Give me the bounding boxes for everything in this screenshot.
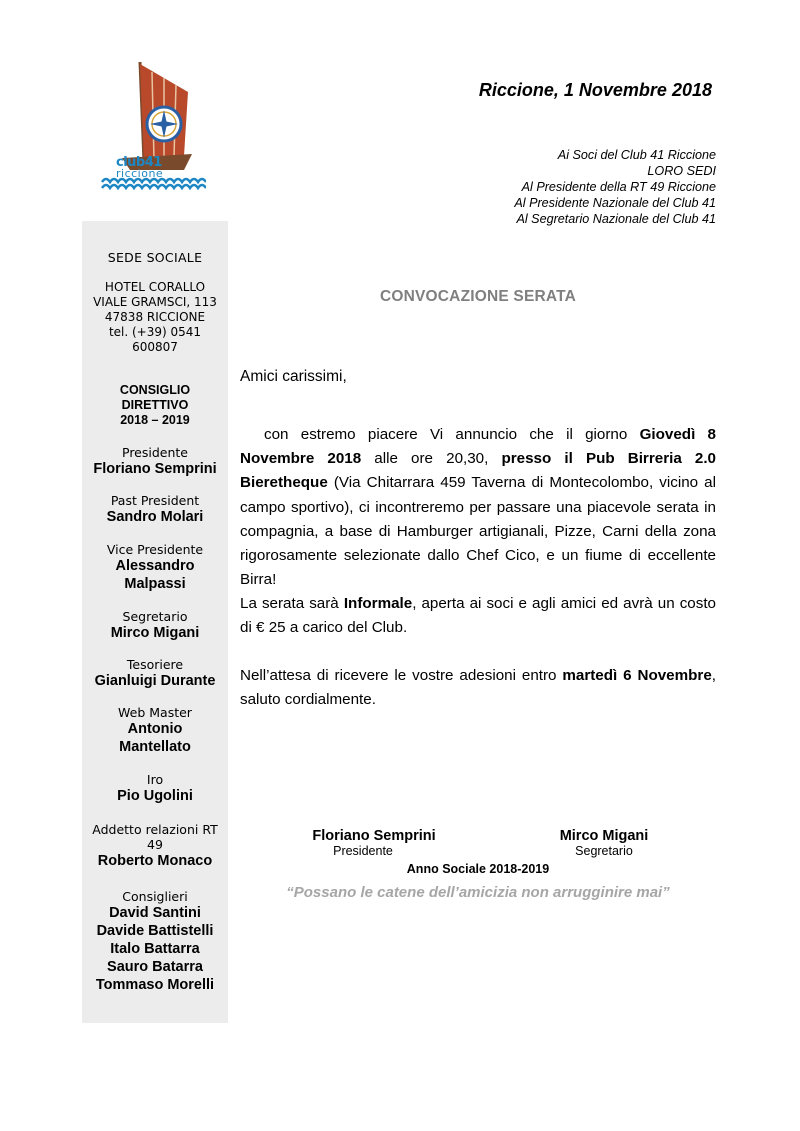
paragraph-invitation <box>240 423 716 592</box>
event-venue: presso il Pub Birreria 2.0 Bieretheque <box>240 450 716 492</box>
text-run: , saluto cordialmente. <box>240 667 716 709</box>
paragraph-details <box>240 592 716 640</box>
letter-subject: CONVOCAZIONE SERATA <box>379 288 577 305</box>
recipient-line: Al Segretario Nazionale del Club 41 <box>516 212 716 226</box>
logo-line2: riccione <box>116 167 164 180</box>
signer-role: Presidente <box>333 844 393 858</box>
member-name: Tommaso Morelli <box>95 977 215 993</box>
recipient-line: Ai Soci del Club 41 Riccione <box>557 148 716 162</box>
role-web-master <box>82 705 228 756</box>
event-date: Giovedì 8 Novembre 2018 <box>240 426 717 468</box>
recipient-line: LORO SEDI <box>647 164 716 178</box>
member-name: Sauro Batarra <box>107 959 203 975</box>
role-label: 49 <box>147 837 163 852</box>
member-name: Alessandro <box>115 558 195 574</box>
member-name: David Santini <box>109 905 201 921</box>
club-motto: “Possano le catene dell’amicizia non arrugginire mai” <box>286 884 670 901</box>
text-run: , aperta ai soci e agli amici ed avrà un costo di € 25 a carico del Club. <box>240 595 717 637</box>
sidebar <box>82 221 228 1023</box>
role-label: Presidente <box>122 445 188 460</box>
member-name: Sandro Molari <box>106 509 204 525</box>
paragraph-closing <box>240 664 716 712</box>
member-name: Floriano Semprini <box>93 461 217 477</box>
address-line: VIALE GRAMSCI, 113 <box>93 295 217 309</box>
member-name: Italo Battarra <box>110 941 200 957</box>
recipient-line: Al Presidente Nazionale del Club 41 <box>514 196 716 210</box>
greeting: Amici carissimi, <box>240 368 347 385</box>
member-name: Mantellato <box>119 739 191 755</box>
logo-line1: club41 <box>116 155 162 170</box>
text-run: La serata sarà <box>240 595 344 612</box>
role-secretary <box>82 609 228 642</box>
logo-wordmark <box>116 157 163 179</box>
signer-name: Floriano Semprini <box>312 828 436 844</box>
role-vice-president <box>82 542 228 593</box>
role-label: Vice Presidente <box>106 542 204 557</box>
council-line: CONSIGLIO <box>119 383 191 397</box>
address-line: 47838 RICCIONE <box>104 310 206 324</box>
text-run: Nell’attesa di ricevere le vostre adesioni entro <box>240 667 563 684</box>
address-line: 600807 <box>132 340 178 354</box>
address-line: tel. (+39) 0541 <box>108 325 202 339</box>
role-past-president <box>82 493 228 526</box>
role-label: Past President <box>110 493 200 508</box>
member-name: Gianluigi Durante <box>94 673 216 689</box>
sidebar-title: SEDE SOCIALE <box>107 250 203 265</box>
rsvp-deadline: martedì 6 Novembre <box>562 667 712 684</box>
member-name: Pio Ugolini <box>117 788 193 804</box>
text-run: (Via Chitarrara 459 Taverna di Montecolombo, vicino al campo sportivo), ci incontreremo per passare una piacevole serata in compagnia, a base di Hamburger artigianali, Pizze, Carni della zona rigorosamente selezionate dallo Chef Cico, e un fiume di eccellente Birra! <box>240 474 716 589</box>
signature-secretary <box>545 828 663 858</box>
signer-role: Segretario <box>575 844 633 858</box>
role-label: Consiglieri <box>122 889 188 904</box>
member-name: Mirco Migani <box>110 625 200 641</box>
council-line: 2018 – 2019 <box>120 413 190 427</box>
signer-name: Mirco Migani <box>559 828 649 844</box>
role-president <box>82 445 228 478</box>
role-label: Iro <box>146 772 164 787</box>
recipient-line: Al Presidente della RT 49 Riccione <box>521 180 716 194</box>
role-iro <box>82 772 228 805</box>
recipients-block <box>514 147 716 227</box>
role-treasurer <box>82 657 228 690</box>
dress-code: Informale <box>343 595 413 612</box>
signature-president <box>296 828 452 858</box>
member-name: Malpassi <box>124 576 186 592</box>
role-label: Web Master <box>118 705 192 720</box>
member-name: Antonio <box>127 721 183 737</box>
member-name: Roberto Monaco <box>97 853 213 869</box>
address-line: HOTEL CORALLO <box>104 280 206 294</box>
role-label: Segretario <box>122 609 188 624</box>
text-run: con estremo piacere Vi annuncio che il giorno <box>264 426 640 443</box>
council-heading <box>82 383 228 428</box>
member-name: Davide Battistelli <box>96 923 214 939</box>
council-line: DIRETTIVO <box>121 398 189 412</box>
role-councillors <box>82 889 228 994</box>
role-label: Tesoriere <box>126 657 184 672</box>
social-year: Anno Sociale 2018-2019 <box>406 862 550 876</box>
role-label: Addetto relazioni RT <box>92 822 218 837</box>
place-date: Riccione, 1 Novembre 2018 <box>478 80 712 100</box>
text-run: alle ore 20,30, <box>361 450 502 468</box>
